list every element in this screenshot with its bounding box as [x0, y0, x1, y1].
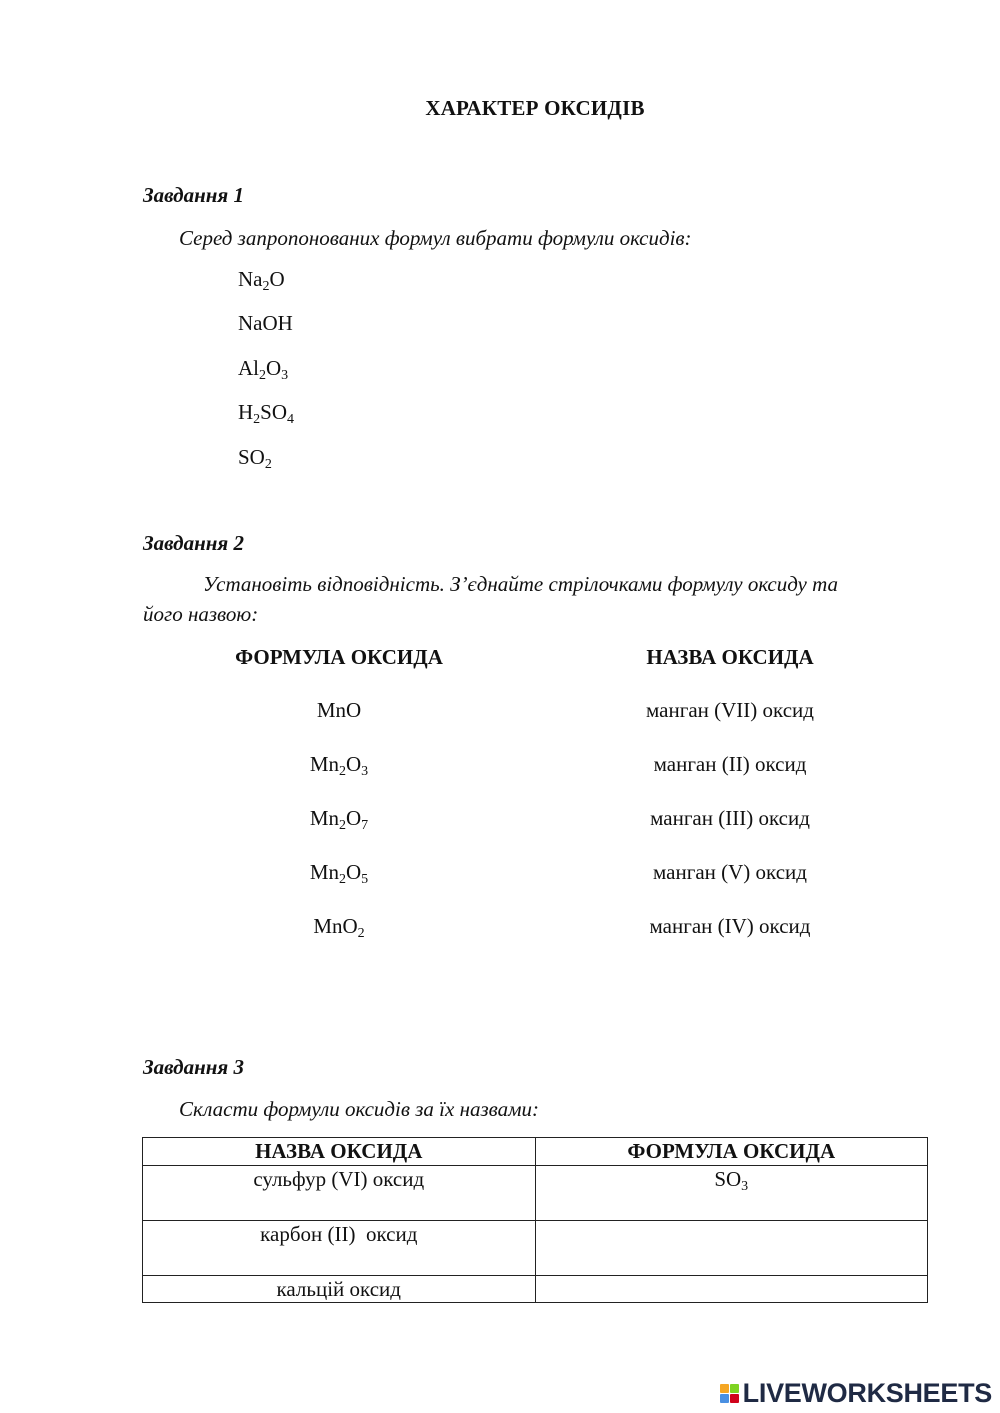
- task1-formula-2[interactable]: [238, 311, 293, 336]
- match-name-4[interactable]: манган (V) оксид: [653, 860, 807, 884]
- formula-subscript: 2: [339, 872, 346, 887]
- table-cell-formula[interactable]: [535, 1166, 928, 1221]
- task2-col-formula: ФОРМУЛА ОКСИДА: [235, 645, 443, 669]
- formula-subscript: 3: [361, 764, 369, 779]
- formula-part: O: [266, 356, 282, 380]
- formula-part: H: [238, 400, 254, 424]
- formula-subscript: 7: [361, 818, 369, 833]
- match-formula-4[interactable]: [239, 860, 439, 885]
- formula-part: Mn: [309, 752, 339, 776]
- formula-part: SO: [238, 445, 265, 469]
- match-formula-2[interactable]: [239, 752, 439, 777]
- formula-part: O: [346, 752, 362, 776]
- formula-part: Mn: [309, 860, 339, 884]
- table-header-row: [143, 1138, 928, 1166]
- logo-mark-icon: [720, 1384, 739, 1403]
- formula-subscript: 3: [281, 368, 289, 383]
- formula-part: Mn: [309, 806, 339, 830]
- match-formula-5[interactable]: [239, 914, 439, 939]
- logo-square-icon: [720, 1384, 729, 1393]
- match-name-1[interactable]: манган (VII) оксид: [646, 698, 814, 722]
- table-cell-name: сульфур (VI) оксид: [143, 1166, 536, 1221]
- formula-part: MnO: [316, 698, 362, 722]
- formula-subscript: 3: [741, 1179, 749, 1194]
- formula-part: O: [346, 860, 362, 884]
- formula-subscript: 2: [253, 412, 261, 427]
- formula-subscript: 2: [339, 818, 346, 833]
- formula-part: SO: [260, 400, 288, 424]
- table-cell-formula-input[interactable]: [535, 1221, 928, 1276]
- task3-instruction: Скласти формули оксидів за їх назвами:: [179, 1097, 540, 1121]
- match-name-2[interactable]: манган (II) оксид: [653, 752, 807, 776]
- formula-part: NaOH: [238, 311, 293, 335]
- table-cell-name: карбон (II) оксид: [143, 1221, 536, 1276]
- task2-instruction-line1: Установіть відповідність. З’єднайте стрілочками формулу оксиду та: [203, 572, 839, 596]
- formula-subscript: 5: [361, 872, 369, 887]
- formula-part: SO: [714, 1167, 742, 1191]
- logo-square-icon: [730, 1384, 739, 1393]
- formula-subscript: 2: [259, 368, 266, 383]
- match-name-3[interactable]: манган (III) оксид: [650, 806, 810, 830]
- match-formula-3[interactable]: [239, 806, 439, 831]
- logo-text: LIVEWORKSHEETS: [742, 1378, 992, 1408]
- table-row: [143, 1276, 928, 1303]
- table-col-formula: ФОРМУЛА ОКСИДА: [535, 1138, 928, 1166]
- task1-formula-1[interactable]: [238, 267, 285, 292]
- task3-heading: Завдання 3: [143, 1055, 244, 1079]
- table-row: [143, 1221, 928, 1276]
- formula-part: Al: [238, 356, 259, 380]
- table-row: [143, 1166, 928, 1221]
- liveworksheets-logo[interactable]: [720, 1378, 992, 1409]
- formula-subscript: 4: [287, 412, 295, 427]
- task2-instruction-line2: його назвою:: [143, 602, 259, 626]
- table-col-name: НАЗВА ОКСИДА: [143, 1138, 536, 1166]
- task2-col-name: НАЗВА ОКСИДА: [646, 645, 814, 669]
- formula-subscript: 2: [262, 279, 270, 294]
- match-name-5[interactable]: манган (IV) оксид: [649, 914, 811, 938]
- task1-formula-4[interactable]: [238, 400, 294, 425]
- formula-part: Na: [238, 267, 263, 291]
- formula-part: O: [269, 267, 285, 291]
- formula-subscript: 2: [264, 457, 272, 472]
- task1-formula-3[interactable]: [238, 356, 288, 381]
- table-cell-name: кальцій оксид: [143, 1276, 536, 1303]
- logo-square-icon: [720, 1394, 729, 1403]
- oxide-table: [142, 1137, 928, 1303]
- match-formula-1[interactable]: [239, 698, 439, 723]
- formula-subscript: 2: [357, 926, 365, 941]
- task1-heading: Завдання 1: [143, 183, 244, 207]
- task1-instruction: Серед запропонованих формул вибрати формули оксидів:: [179, 226, 692, 250]
- formula-part: MnO: [313, 914, 358, 938]
- table-cell-formula-input[interactable]: [535, 1276, 928, 1303]
- task1-formula-5[interactable]: [238, 445, 272, 470]
- task2-heading: Завдання 2: [143, 531, 244, 555]
- page-title: ХАРАКТЕР ОКСИДІВ: [425, 96, 645, 120]
- formula-subscript: 2: [339, 764, 346, 779]
- logo-square-icon: [730, 1394, 739, 1403]
- formula-part: O: [346, 806, 362, 830]
